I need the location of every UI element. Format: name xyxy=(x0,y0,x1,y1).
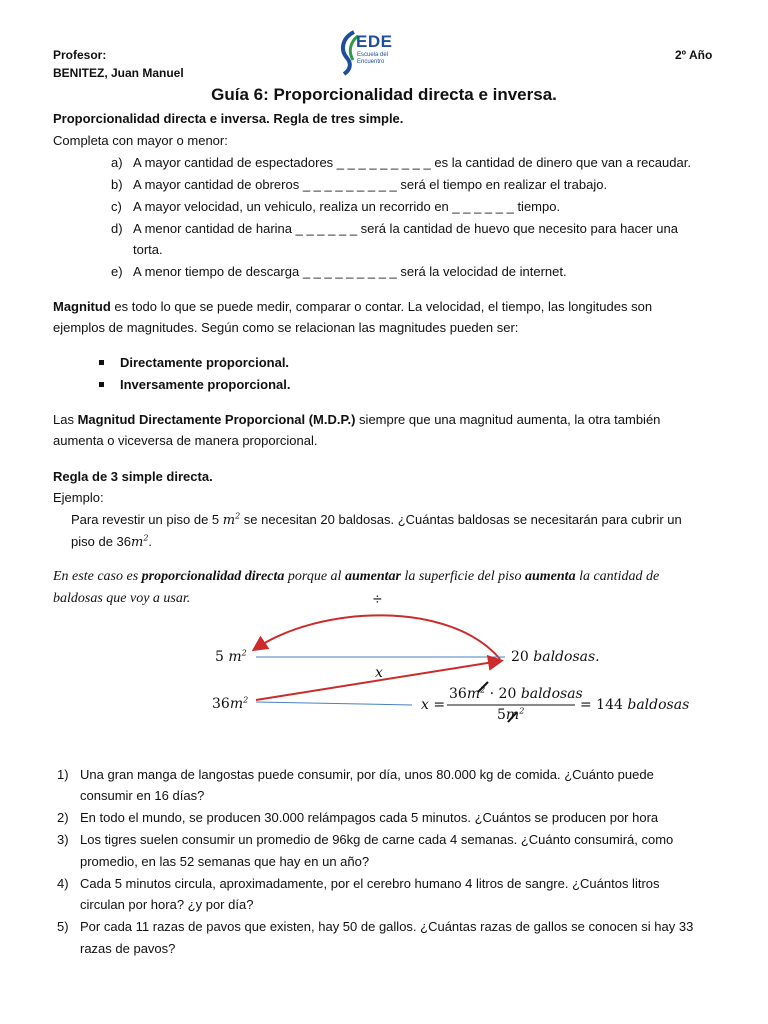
problem-text: Para revestir un piso de 5 xyxy=(71,512,223,527)
value: 5 xyxy=(215,649,229,665)
exponent: 2 xyxy=(143,533,149,543)
exercise-item xyxy=(57,767,69,783)
exponent: 2 xyxy=(519,706,525,716)
bottom-connector-line xyxy=(256,702,412,705)
value: · 20 xyxy=(485,686,521,702)
page-title: Guía 6: Proporcionalidad directa e inversa. xyxy=(211,85,557,104)
unit: m xyxy=(228,649,242,665)
school-logo xyxy=(338,30,408,78)
item-label: b) xyxy=(111,177,123,192)
exercise-item xyxy=(57,919,69,935)
value: 5 xyxy=(497,707,506,723)
exercise-text: En todo el mundo, se producen 30.000 relámpagos cada 5 minutos. ¿Cuántos se producen por hora xyxy=(80,810,659,825)
unit: m xyxy=(229,696,244,712)
exercise-text: razas de pavos? xyxy=(80,941,176,956)
instruction: Completa con mayor o menor: xyxy=(53,133,228,148)
left-bottom-value xyxy=(212,696,248,712)
magnitud-term: Magnitud xyxy=(53,299,111,314)
item-label: c) xyxy=(111,199,122,214)
item-text: A mayor cantidad de obreros _ _ _ _ _ _ _ _ _ será el tiempo en realizar el trabajo. xyxy=(133,177,608,192)
value: 36 xyxy=(449,686,467,702)
unit-word: baldosas xyxy=(520,686,583,702)
denominator xyxy=(497,707,524,723)
explanation-text: En este caso es xyxy=(53,569,142,584)
unit: m xyxy=(222,513,236,528)
problem-line1 xyxy=(71,512,682,529)
x-label: x xyxy=(375,665,383,681)
exercise-text: circulan por hora? ¿y por día? xyxy=(80,897,254,912)
bullet-icon xyxy=(99,382,104,387)
magnitud-line2: ejemplos de magnitudes. Según como se relacionan las magnitudes pueden ser: xyxy=(53,320,519,335)
value: 20 xyxy=(511,649,534,665)
exercise-text: Una gran manga de langostas puede consumir, por día, unos 80.000 kg de comida. ¿Cuánto puede xyxy=(80,767,654,782)
result xyxy=(580,697,689,713)
equation-x: x = xyxy=(421,697,446,713)
unit: m xyxy=(131,535,144,550)
divide-icon: ÷ xyxy=(373,591,382,608)
explanation-text: la cantidad de xyxy=(575,569,660,584)
problem-text: piso de 36 xyxy=(71,534,131,549)
item-text: A menor tiempo de descarga _ _ _ _ _ _ _ _ _ será la velocidad de internet. xyxy=(133,264,567,279)
problem-text: se necesitan 20 baldosas. ¿Cuántas baldosas se necesitarán para cubrir un xyxy=(240,512,682,527)
exponent: 2 xyxy=(241,648,247,658)
exponent: 2 xyxy=(480,685,486,695)
left-top-value xyxy=(215,649,247,665)
exercise-text: consumir en 16 días? xyxy=(80,788,205,803)
exponent: 2 xyxy=(243,695,249,705)
value: 36 xyxy=(212,696,230,712)
explanation-text: la superficie del piso xyxy=(400,569,525,584)
example-label: Ejemplo: xyxy=(53,490,104,505)
exercise-text: Los tigres suelen consumir un promedio de 96kg de carne cada 4 semanas. ¿Cuánto consumirá, como xyxy=(80,832,674,847)
unit: m xyxy=(466,686,481,702)
explanation-text: porque al xyxy=(284,569,345,584)
explanation-bold: aumentar xyxy=(344,569,401,584)
exponent: 2 xyxy=(235,511,241,521)
mdp-term: Magnitud Directamente Proporcional (M.D.P.) xyxy=(77,412,356,427)
item-text: A menor cantidad de harina _ _ _ _ _ _ será la cantidad de huevo que necesito para hacer una xyxy=(133,221,678,236)
teacher-name: BENITEZ, Juan Manuel xyxy=(53,66,184,80)
exercise-number: 2) xyxy=(57,810,69,825)
logo-sub2: Encuentro xyxy=(357,59,385,65)
value: = 144 xyxy=(580,697,628,713)
magnitud-line1: es todo lo que se puede medir, comparar o contar. La velocidad, el tiempo, las longitudes son xyxy=(110,299,653,314)
mdp-paragraph xyxy=(53,412,660,428)
exercise-number: 3) xyxy=(57,832,69,847)
bullet-icon xyxy=(99,360,104,365)
school-year: 2º Año xyxy=(675,48,713,62)
explanation-line1 xyxy=(53,568,659,586)
logo-sub1: Escuela del xyxy=(357,52,389,58)
regla-heading: Regla de 3 simple directa. xyxy=(53,469,213,484)
divide-arrow xyxy=(255,615,500,659)
item-text: A mayor velocidad, un vehiculo, realiza un recorrido en _ _ _ _ _ _ tiempo. xyxy=(133,199,561,214)
magnitud-paragraph xyxy=(53,299,652,315)
unit: m xyxy=(505,707,520,723)
teacher-label: Profesor: xyxy=(53,48,107,62)
right-top-value xyxy=(511,649,600,665)
exercise-number: 1) xyxy=(57,767,69,782)
problem-line2: piso de $36m^2$. xyxy=(71,533,153,550)
unit-word: baldosas xyxy=(627,697,690,713)
explanation-bold: proporcionalidad directa xyxy=(141,569,285,584)
numerator xyxy=(449,686,583,702)
bullet-item: Directamente proporcional. xyxy=(120,355,290,370)
exercise-text: Por cada 11 razas de pavos que existen, hay 50 de gallos. ¿Cuántas razas de gallos se conocen si hay 33 xyxy=(80,919,694,934)
item-label: d) xyxy=(111,221,123,236)
mdp-prefix: Las xyxy=(53,412,78,427)
exercise-item xyxy=(57,810,69,826)
exercise-number: 5) xyxy=(57,919,69,934)
exercise-item xyxy=(57,832,69,848)
logo-text: EDE xyxy=(356,32,393,51)
unit-word: baldosas. xyxy=(533,649,600,665)
section-heading: Proporcionalidad directa e inversa. Regla de tres simple. xyxy=(53,111,404,126)
exercise-item xyxy=(57,876,69,892)
item-label: a) xyxy=(111,155,123,170)
bullet-item: Inversamente proporcional. xyxy=(120,377,291,392)
explanation-bold: aumenta xyxy=(525,569,576,584)
exercise-number: 4) xyxy=(57,876,69,891)
exercise-text: promedio, en las 52 semanas que hay en un año? xyxy=(80,854,370,869)
exercise-text: Cada 5 minutos circula, aproximadamente, por el cerebro humano 4 litros de sangre. ¿Cuántos litros xyxy=(80,876,660,891)
mdp-line2: aumenta o viceversa de manera proporcional. xyxy=(53,433,318,448)
item-label: e) xyxy=(111,264,123,279)
explanation-line2: baldosas que voy a usar. xyxy=(53,591,191,606)
mdp-line1: siempre que una magnitud aumenta, la otra también xyxy=(355,412,661,427)
item-text: A mayor cantidad de espectadores _ _ _ _ _ _ _ _ _ es la cantidad de dinero que van a recaudar. xyxy=(133,155,691,170)
item-text-continued: torta. xyxy=(133,242,163,257)
